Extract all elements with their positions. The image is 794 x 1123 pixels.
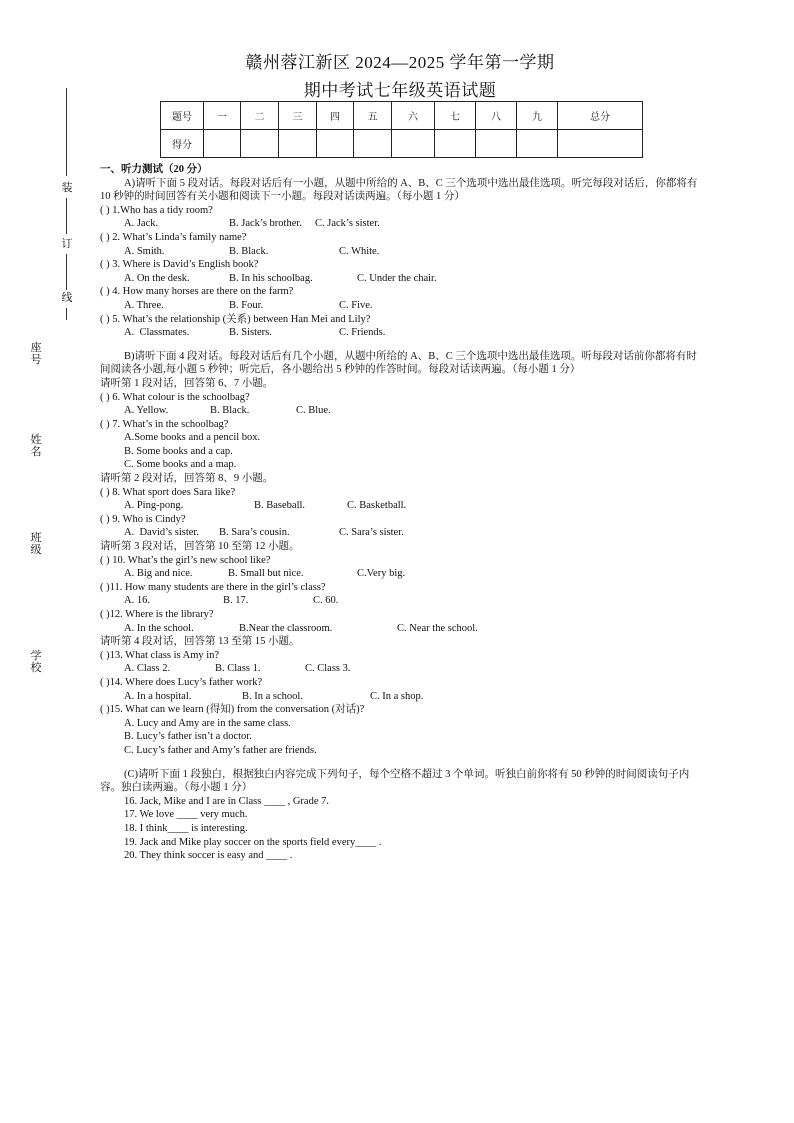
options-1 bbox=[124, 217, 700, 231]
option: B. Small but nice. bbox=[228, 568, 304, 580]
option: B. Four. bbox=[229, 299, 264, 311]
option: C. Some books and a map. bbox=[124, 459, 237, 471]
option: C.Very big. bbox=[357, 568, 406, 580]
dialogue-3-label: 请听第 3 段对话，回答第 10 至第 12 小题。 bbox=[100, 541, 300, 553]
score-cell: 二 bbox=[241, 102, 279, 130]
option: A. Three. bbox=[124, 299, 164, 311]
option: C. Near the school. bbox=[397, 622, 478, 634]
options-10 bbox=[124, 567, 700, 581]
question-4: ( ) 4. How many horses are there on the farm? bbox=[100, 286, 294, 298]
option: A. Ping-pong. bbox=[124, 500, 184, 512]
fill-in-17: 17. We love ____ very much. bbox=[124, 809, 248, 821]
dialogue-2-label: 请听第 2 段对话，回答第 8、9 小题。 bbox=[100, 473, 274, 485]
score-table-header-row bbox=[161, 102, 643, 130]
option: C. Five. bbox=[339, 299, 373, 311]
fill-in-19: 19. Jack and Mike play soccer on the sports field every____ . bbox=[124, 836, 382, 848]
option: B. In a school. bbox=[242, 690, 303, 702]
option: A. Classmates. bbox=[124, 327, 190, 339]
question-8: ( ) 8. What sport does Sara like? bbox=[100, 486, 236, 498]
option: A.Some books and a pencil box. bbox=[124, 432, 261, 444]
options-6 bbox=[124, 404, 700, 418]
question-15: ( )15. What can we learn (得知) from the conversation (对话)? bbox=[100, 704, 365, 716]
question-6: ( ) 6. What colour is the schoolbag? bbox=[100, 391, 250, 403]
options-5 bbox=[124, 326, 700, 340]
question-9: ( ) 9. Who is Cindy? bbox=[100, 513, 186, 525]
part-a-instructions: A)请听下面 5 段对话。每段对话后有一小题，从题中所给的 A、B、C 三个选项中选出最佳选项。听完每段对话后，你都将有 10 秒钟的时间回答有关小题和阅读下一小题。每段对话读两遍。（每小题 1 分） bbox=[100, 177, 698, 203]
option: C. Friends. bbox=[339, 327, 386, 339]
option: C. Blue. bbox=[296, 405, 331, 417]
title-line2: 期中考试七年级英语试题 bbox=[303, 81, 497, 100]
seat-number-label: 座号 bbox=[30, 342, 42, 366]
score-cell: 得分 bbox=[161, 130, 204, 158]
score-input-cell[interactable] bbox=[204, 130, 241, 158]
option: B. Sara’s cousin. bbox=[219, 527, 290, 539]
option: C. 60. bbox=[313, 595, 339, 607]
title-line1: 赣州蓉江新区 2024—2025 学年第一学期 bbox=[245, 53, 555, 72]
dialogue-1-label: 请听第 1 段对话，回答第 6、7 小题。 bbox=[100, 377, 274, 389]
score-cell: 九 bbox=[517, 102, 558, 130]
part-c-instructions: (C)请听下面 1 段独白，根据独白内容完成下列句子，每个空格不超过 3 个单词。听独白前你将有 50 秒钟的时间阅读句子内容。独白读两遍。（每小题 1 分） bbox=[100, 768, 690, 794]
options-9 bbox=[124, 526, 700, 540]
option: A. In a hospital. bbox=[124, 690, 192, 702]
option: A. David’s sister. bbox=[124, 527, 199, 539]
question-11: ( )11. How many students are there in the girl’s class? bbox=[100, 581, 326, 593]
option: A. Big and nice. bbox=[124, 568, 193, 580]
option: A. Yellow. bbox=[124, 405, 169, 417]
fill-in-18: 18. I think____ is interesting. bbox=[124, 822, 248, 834]
question-1: ( ) 1.Who has a tidy room? bbox=[100, 204, 213, 216]
option: B. Black. bbox=[229, 245, 269, 257]
binding-line-top bbox=[66, 88, 67, 176]
option: B. Class 1. bbox=[215, 663, 261, 675]
name-label: 姓名 bbox=[30, 434, 42, 458]
option: C. Sara’s sister. bbox=[339, 527, 404, 539]
option: B. Sisters. bbox=[229, 327, 272, 339]
score-cell: 三 bbox=[279, 102, 317, 130]
options-11 bbox=[124, 594, 700, 608]
option: C. In a shop. bbox=[370, 690, 424, 702]
question-10: ( ) 10. What’s the girl’s new school like? bbox=[100, 554, 271, 566]
option: B. 17. bbox=[223, 595, 249, 607]
option: B. Lucy’s father isn’t a doctor. bbox=[124, 731, 252, 743]
option: C. Class 3. bbox=[305, 663, 351, 675]
option: A. On the desk. bbox=[124, 272, 190, 284]
fill-in-20: 20. They think soccer is easy and ____ . bbox=[124, 850, 293, 862]
score-cell: 总分 bbox=[558, 102, 643, 130]
binding-line-mid1 bbox=[66, 198, 67, 234]
score-cell: 四 bbox=[317, 102, 354, 130]
part-b-instructions: B)请听下面 4 段对话。每段对话后有几个小题，从题中所给的 A、B、C 三个选项中选出最佳选项。听每段对话前你都将有时间阅读各小题,每小题 5 秒钟；听完后，各小题给出 5 秒钟的作答时间。每段对话读两遍。（每小题 1 分） bbox=[100, 350, 697, 376]
score-input-cell[interactable] bbox=[435, 130, 476, 158]
fill-in-16: 16. Jack, Mike and I are in Class ____ , Grade 7. bbox=[124, 795, 329, 807]
score-input-cell[interactable] bbox=[476, 130, 517, 158]
score-input-cell[interactable] bbox=[392, 130, 435, 158]
question-3: ( ) 3. Where is David’s English book? bbox=[100, 259, 259, 271]
score-cell: 五 bbox=[354, 102, 392, 130]
score-cell: 一 bbox=[204, 102, 241, 130]
score-input-cell[interactable] bbox=[317, 130, 354, 158]
question-12: ( )12. Where is the library? bbox=[100, 609, 214, 620]
options-14 bbox=[124, 690, 700, 704]
option: B. Jack’s brother. bbox=[229, 218, 302, 230]
binding-line-bottom bbox=[66, 308, 67, 320]
option: A. Lucy and Amy are in the same class. bbox=[124, 717, 291, 729]
score-table-score-row bbox=[161, 130, 643, 158]
score-cell: 七 bbox=[435, 102, 476, 130]
score-cell: 八 bbox=[476, 102, 517, 130]
options-12 bbox=[124, 622, 700, 636]
option: A. Class 2. bbox=[124, 663, 171, 675]
option: A. 16. bbox=[124, 595, 150, 607]
school-label: 学校 bbox=[30, 650, 42, 674]
options-13 bbox=[124, 662, 700, 676]
section-heading: 一、听力测试（20 分） bbox=[100, 164, 208, 175]
binding-char-zhuang: 装 bbox=[61, 182, 73, 194]
option: B.Near the classroom. bbox=[239, 622, 333, 634]
score-cell: 题号 bbox=[161, 102, 204, 130]
option: A. Smith. bbox=[124, 245, 165, 257]
options-3 bbox=[124, 272, 700, 286]
option: C. Under the chair. bbox=[357, 272, 437, 284]
option: C. Jack’s sister. bbox=[315, 218, 380, 230]
option: A. In the school. bbox=[124, 622, 194, 634]
question-5: ( ) 5. What’s the relationship (关系) between Han Mei and Lily? bbox=[100, 313, 371, 325]
score-input-cell[interactable] bbox=[558, 130, 643, 158]
question-2: ( ) 2. What’s Linda’s family name? bbox=[100, 231, 247, 243]
options-8 bbox=[124, 499, 700, 513]
option: A. Jack. bbox=[124, 218, 159, 230]
option: C. Basketball. bbox=[347, 500, 407, 512]
option: C. Lucy’s father and Amy’s father are friends. bbox=[124, 744, 317, 756]
options-2 bbox=[124, 245, 700, 259]
section-listening bbox=[100, 163, 700, 863]
option: C. White. bbox=[339, 245, 380, 257]
binding-char-xian: 线 bbox=[61, 292, 73, 304]
dialogue-4-label: 请听第 4 段对话，回答第 13 至第 15 小题。 bbox=[100, 636, 300, 648]
options-4 bbox=[124, 299, 700, 313]
binding-line-mid2 bbox=[66, 254, 67, 290]
score-input-cell[interactable] bbox=[354, 130, 392, 158]
option: B. Baseball. bbox=[254, 500, 306, 512]
question-14: ( )14. Where does Lucy’s father work? bbox=[100, 676, 263, 688]
option: B. Black. bbox=[210, 405, 250, 417]
score-input-cell[interactable] bbox=[279, 130, 317, 158]
question-13: ( )13. What class is Amy in? bbox=[100, 649, 220, 661]
binding-margin bbox=[0, 0, 95, 1123]
class-label: 班级 bbox=[30, 532, 42, 556]
score-table bbox=[160, 101, 643, 158]
part-a-questions bbox=[100, 204, 700, 340]
score-input-cell[interactable] bbox=[517, 130, 558, 158]
option: B. In his schoolbag. bbox=[229, 272, 313, 284]
question-7: ( ) 7. What’s in the schoolbag? bbox=[100, 418, 229, 430]
binding-char-ding: 订 bbox=[61, 238, 73, 250]
option: B. Some books and a cap. bbox=[124, 445, 233, 457]
score-cell: 六 bbox=[392, 102, 435, 130]
score-input-cell[interactable] bbox=[241, 130, 279, 158]
